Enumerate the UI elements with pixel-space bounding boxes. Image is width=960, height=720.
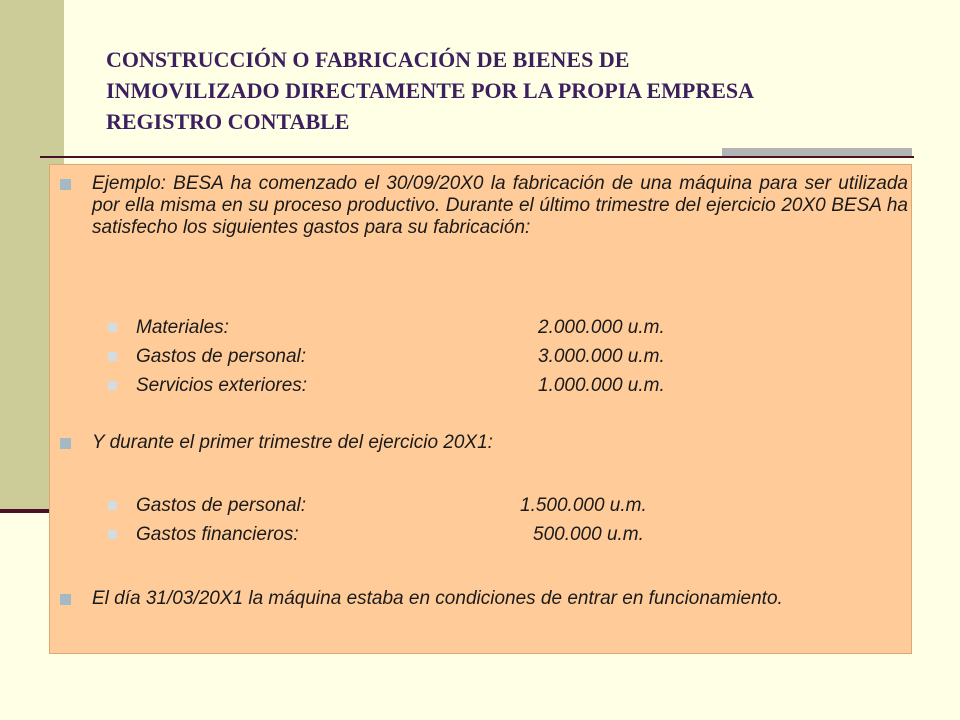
expense-amount-financieros: 500.000 u.m. <box>533 524 644 545</box>
expense-amount-servicios: 1.000.000 u.m. <box>538 375 665 396</box>
title-line-2: INMOVILIZADO DIRECTAMENTE POR LA PROPIA EMPRESA <box>106 78 755 103</box>
expense-label-servicios: Servicios exteriores: <box>136 375 308 396</box>
expense-label-personal-20x1: Gastos de personal: <box>136 495 307 516</box>
left-band-underline <box>0 509 50 513</box>
intro-paragraph: Ejemplo: BESA ha comenzado el 30/09/20X0 la fabricación de una máquina para ser utilizada por ella misma en su proceso productivo. Durante el último trimestre del ejercicio 20X0 BESA ha satisfecho los siguientes gastos para su fabricación: <box>92 173 908 238</box>
title-line-3: REGISTRO CONTABLE <box>106 109 350 134</box>
expense-label-personal: Gastos de personal: <box>136 346 307 367</box>
expense-amount-personal-20x1: 1.500.000 u.m. <box>520 495 647 516</box>
sub-bullet-square-icon <box>108 530 117 539</box>
title-divider <box>40 156 914 158</box>
expense-amount-materiales: 2.000.000 u.m. <box>538 317 665 338</box>
title-rule-accent <box>722 148 912 156</box>
sub-bullet-square-icon <box>108 381 117 390</box>
bullet-square-icon <box>60 438 71 449</box>
sub-bullet-square-icon <box>108 352 117 361</box>
sub-bullet-square-icon <box>108 501 117 510</box>
expense-label-financieros: Gastos financieros: <box>136 524 299 545</box>
expense-label-materiales: Materiales: <box>136 317 229 338</box>
bullet-square-icon <box>60 179 71 190</box>
slide-title <box>106 44 906 137</box>
title-line-1: CONSTRUCCIÓN O FABRICACIÓN DE BIENES DE <box>106 47 630 72</box>
closing-paragraph: El día 31/03/20X1 la máquina estaba en condiciones de entrar en funcionamiento. <box>92 588 783 609</box>
bullet-square-icon <box>60 594 71 605</box>
sub-bullet-square-icon <box>108 323 117 332</box>
second-period-paragraph: Y durante el primer trimestre del ejercicio 20X1: <box>92 432 493 453</box>
expense-amount-personal: 3.000.000 u.m. <box>538 346 665 367</box>
